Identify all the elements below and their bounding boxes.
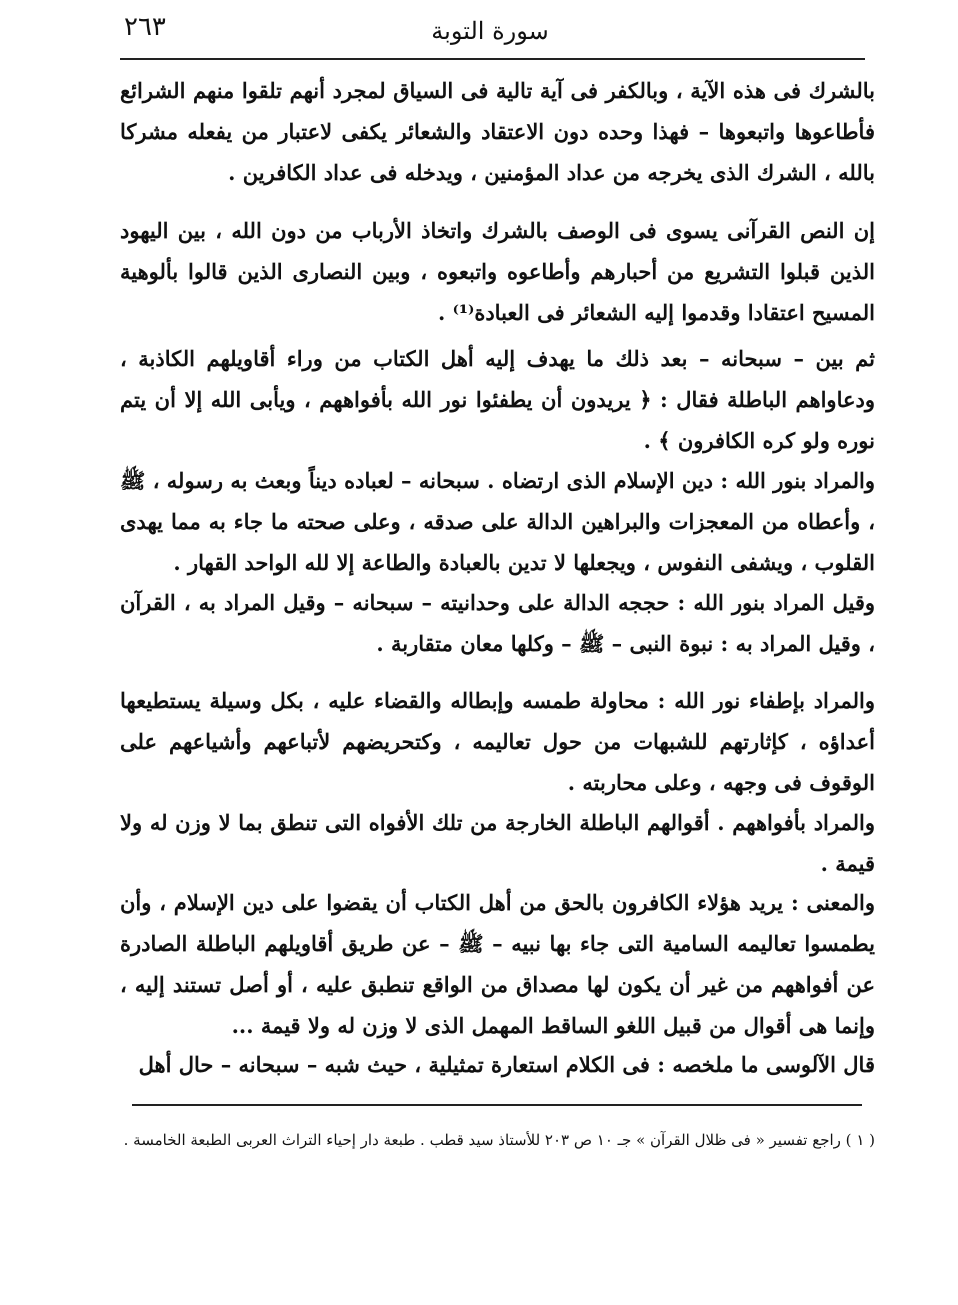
page-number: ٢٦٣ <box>124 12 166 42</box>
header-rule <box>120 58 865 60</box>
paragraph-1: بالشرك فى هذه الآية ، وبالكفر فى آية تالية فى السياق لمجرد أنهم تلقوا منهم الشرائع فأطاعوها واتبعوها – فهذا وحده دون الاعتقاد والشعائر يكفى لاعتبار من يفعله مشركا بالله ، الشرك الذى يخرجه من عداد المؤمنين ، ويدخله فى عداد الكافرين . <box>120 78 875 185</box>
paragraph-9: قال الآلوسى ما ملخصه : فى الكلام استعارة تمثيلية ، حيث شبه – سبحانه – حال أهل <box>138 1052 875 1077</box>
running-head: سورة التوبة <box>431 17 549 45</box>
paragraph-4: والمراد بنور الله : دين الإسلام الذى ارتضاه . سبحانه – لعباده ديناً وبعث به رسوله ، ﷺ ، وأعطاه من المعجزات والبراهين الدالة على صدقه ، وعلى صحته ما جاء به مما يهدى القلوب ، ويشفى النفوس ، ويجعلها لا تدين بالعبادة والطاعة إلا لله الواحد القهار . <box>120 468 875 575</box>
paragraph-8: والمعنى : يريد هؤلاء الكافرون بالحق من أهل الكتاب أن يقضوا على دين الإسلام ، وأن يطمسوا تعاليمه السامية التى جاء بها نبيه – ﷺ – عن طريق أقاويلهم الباطلة الصادرة عن أفواههم من غير أن يكون لها مصداق من الواقع تنطبق عليه ، أو أصل تستند إليه ، وإنما هى أقوال من قبيل اللغو الساقط المهمل الذى لا وزن له ولا قيمة ... <box>120 890 875 1038</box>
footnote-rule <box>132 1104 862 1106</box>
paragraph-7: والمراد بأفواههم . أقوالهم الباطلة الخارجة من تلك الأفواه التى تنطق بما لا وزن له ولا قيمة . <box>120 810 875 876</box>
paragraph-5: وقيل المراد بنور الله : حججه الدالة على وحدانيته – سبحانه – وقيل المراد به ، القرآن ، وقيل المراد به : نبوة النبى – ﷺ – وكلها معان متقاربة . <box>120 590 875 656</box>
paragraph-3: ثم بين – سبحانه – بعد ذلك ما يهدف إليه أهل الكتاب من وراء أقاويلهم الكاذبة ، ودعاواهم الباطلة فقال : ﴿ يريدون أن يطفئوا نور الله بأفواههم ، ويأبى الله إلا أن يتم نوره ولو كره الكافرون ﴾ . <box>120 346 875 453</box>
paragraph-2: إن النص القرآنى يسوى فى الوصف بالشرك واتخاذ الأرباب من دون الله ، بين اليهود الذين قبلوا التشريع من أحبارهم وأطاعوه واتبعوه ، وبين النصارى الذين قالوا بألوهية المسيح اعتقادا وقدموا إليه الشعائر فى العبادة⁽¹⁾ . <box>120 218 875 325</box>
paragraph-6: والمراد بإطفاء نور الله : محاولة طمسه وإبطاله والقضاء عليه ، بكل وسيلة يستطيعها أعداؤه ، كإثارتهم للشبهات من حول تعاليمه ، وكتحريضهم لأتباعهم وأشياعهم على الوقوف فى وجهه ، وعلى محاربته . <box>120 688 875 795</box>
footnote: ( ١ ) راجع تفسير « فى ظلال القرآن » جـ ١٠ ص ٢٠٣ للأستاذ سيد قطب . طبعة دار إحياء التراث العربى الطبعة الخامسة . <box>123 1131 875 1149</box>
